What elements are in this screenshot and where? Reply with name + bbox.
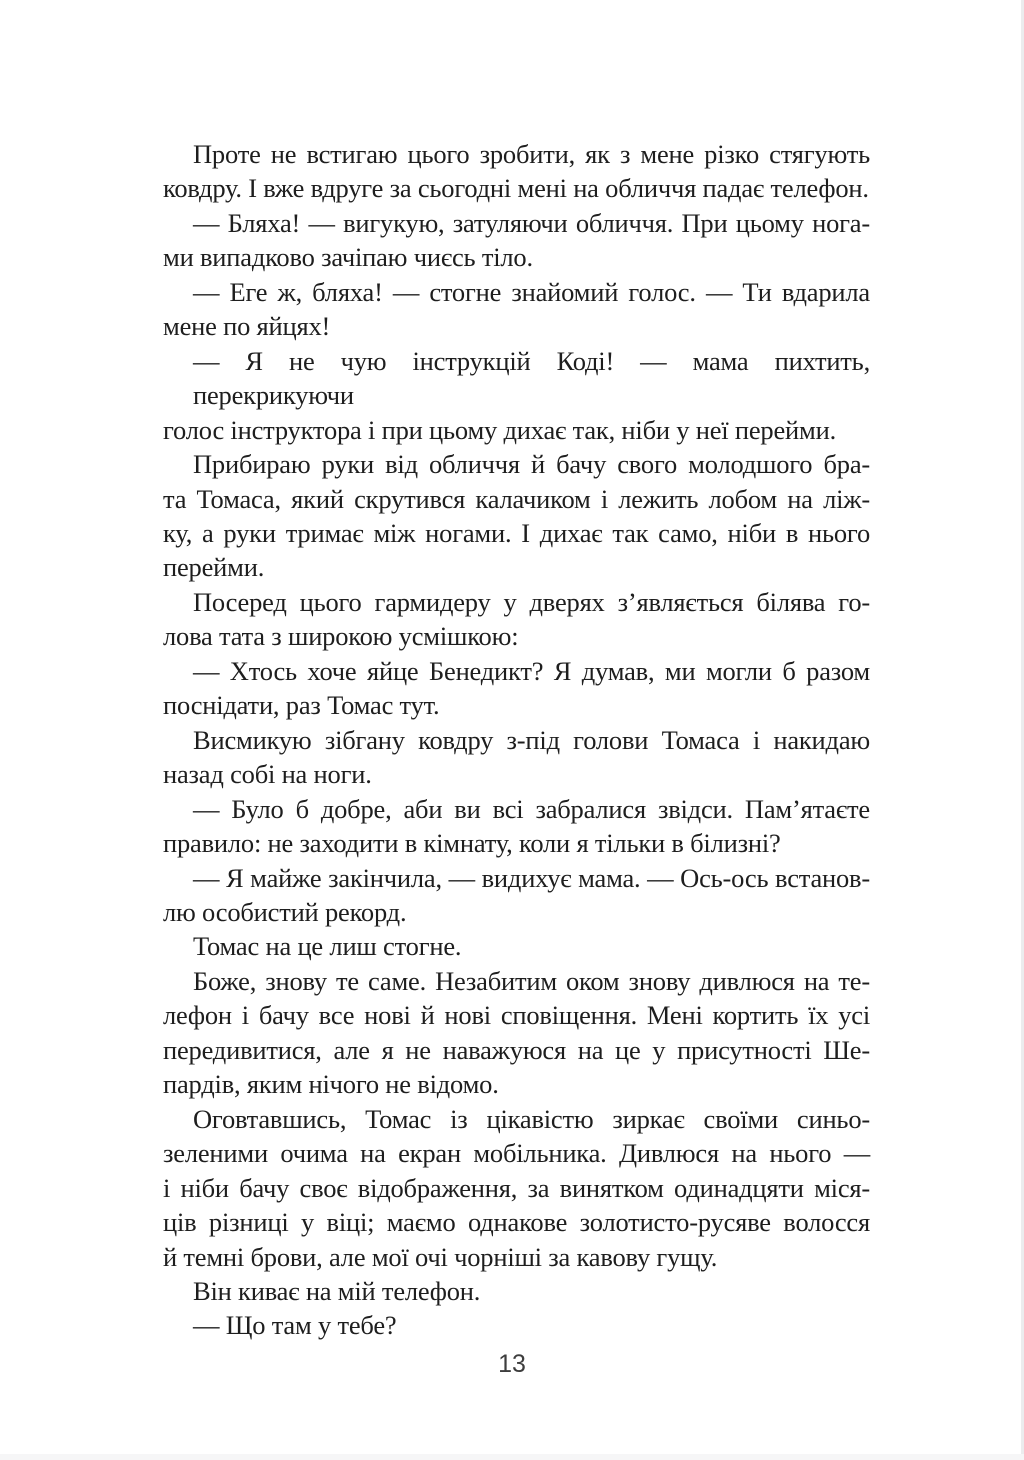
paragraph	[163, 929, 870, 963]
paragraph	[163, 861, 870, 930]
paragraph-line: — Бляха! — вигукую, затуляючи обличчя. При цьому нога-	[193, 207, 870, 238]
paragraph-line: та Томаса, який скрутився калачиком і лежить лобом на ліж-	[163, 483, 870, 514]
paragraph-line: лова тата з широкою усмішкою:	[163, 621, 519, 652]
paragraph-line: — Я майже закінчила, — видихує мама. — Ось-ось встанов-	[193, 862, 870, 893]
paragraph-line: Боже, знову те саме. Незабитим оком знову дивлюся на те-	[193, 965, 870, 996]
paragraph-line: Томас на це лиш стогне.	[193, 931, 462, 962]
paragraph	[163, 344, 870, 447]
paragraph	[163, 206, 870, 275]
paragraph-line: мене по яйцях!	[163, 311, 331, 342]
paragraph	[163, 1274, 870, 1308]
paragraph-line: Посеред цього гармидеру у дверях з’являється білява го-	[193, 586, 870, 617]
paragraph-line: — Я не чую інструкцій Коді! — мама пихтить, перекрикуючи	[193, 345, 870, 411]
paragraph-line: голос інструктора і при цьому дихає так, ніби у неї перейми.	[163, 414, 836, 445]
paragraph-line: — Що там у тебе?	[193, 1310, 397, 1341]
paragraph-line: Прибираю руки від обличчя й бачу свого молодшого бра-	[193, 449, 870, 480]
paragraph-line: лю особистий рекорд.	[163, 896, 407, 927]
paragraph-line: — Хтось хоче яйце Бенедикт? Я думав, ми могли б разом	[193, 655, 870, 686]
text-block	[163, 137, 870, 1343]
page-edge-shadow-bottom	[0, 1454, 1024, 1460]
paragraph	[163, 137, 870, 206]
paragraph-line: ми випадково зачіпаю чиєсь тіло.	[163, 242, 533, 273]
paragraph	[163, 1308, 870, 1342]
page-number: 13	[498, 1350, 526, 1378]
paragraph	[163, 723, 870, 792]
paragraph-line: і ніби бачу своє відображення, за винятком одинадцяти міся-	[163, 1172, 870, 1203]
paragraph-line: поснідати, раз Томас тут.	[163, 690, 440, 721]
paragraph-line: пардів, яким нічого не відомо.	[163, 1069, 499, 1100]
paragraph-line: — Еге ж, бляха! — стогне знайомий голос. — Ти вдарила	[193, 276, 870, 307]
paragraph-line: й темні брови, але мої очі чорніші за кавову гущу.	[163, 1241, 718, 1272]
paragraph-line: ку, а руки тримає між ногами. І дихає так само, ніби в нього	[163, 517, 870, 548]
paragraph-line: зеленими очима на екран мобільника. Дивлюся на нього —	[163, 1138, 870, 1169]
paragraph-line: Оговтавшись, Томас із цікавістю зиркає своїми синьо-	[193, 1103, 870, 1134]
paragraph-line: — Було б добре, аби ви всі забралися звідси. Пам’ятаєте	[193, 793, 870, 824]
paragraph	[163, 792, 870, 861]
paragraph-line: Він киває на мій телефон.	[193, 1275, 481, 1306]
paragraph	[163, 447, 870, 585]
paragraph-line: лефон і бачу все нові й нові сповіщення. Мені кортить їх усі	[163, 1000, 870, 1031]
paragraph-line: ців різниці у віці; маємо однакове золотисто-русяве волосся	[163, 1207, 870, 1238]
paragraph-line: перейми.	[163, 552, 265, 583]
paragraph	[163, 275, 870, 344]
paragraph-line: назад собі на ноги.	[163, 759, 372, 790]
paragraph	[163, 654, 870, 723]
paragraph	[163, 585, 870, 654]
paragraph	[163, 1102, 870, 1274]
paragraph-line: ковдру. І вже вдруге за сьогодні мені на обличчя падає телефон.	[163, 173, 869, 204]
paragraph	[163, 964, 870, 1102]
paragraph-line: передивитися, але я не наважуюся на це у присутності Ше-	[163, 1034, 870, 1065]
paragraph-line: Проте не встигаю цього зробити, як з мене різко стягують	[193, 139, 870, 169]
paragraph-line: Висмикую зібгану ковдру з-під голови Томаса і накидаю	[193, 724, 870, 755]
paragraph-line: правило: не заходити в кімнату, коли я тільки в білизні?	[163, 828, 781, 859]
